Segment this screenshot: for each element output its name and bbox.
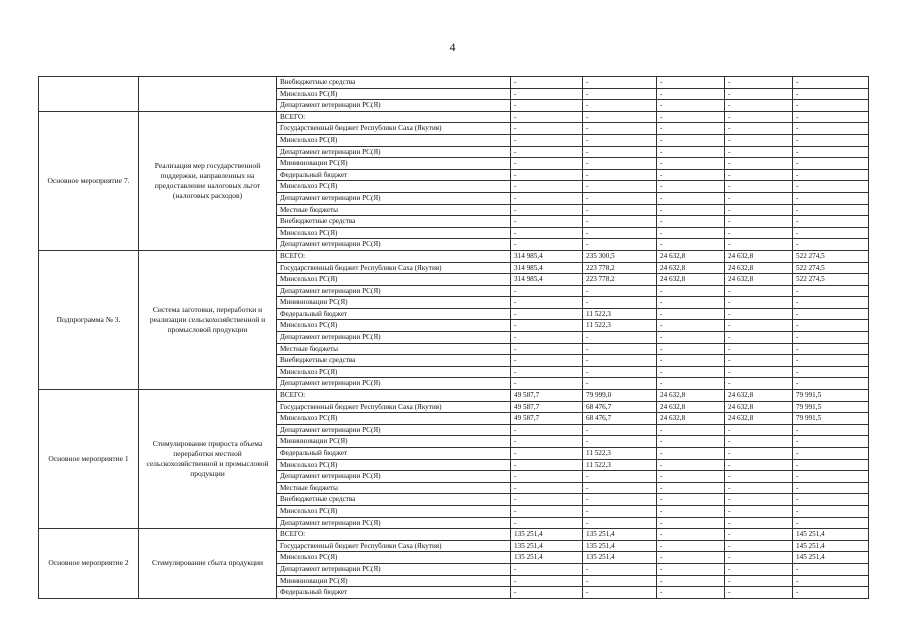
amount-cell: -	[511, 181, 583, 193]
amount-cell: -	[725, 505, 793, 517]
amount-cell: -	[725, 77, 793, 89]
amount-cell: -	[725, 459, 793, 471]
amount-cell: -	[511, 494, 583, 506]
funding-source: ВСЕГО:	[277, 529, 511, 541]
amount-cell: -	[511, 332, 583, 344]
funding-source: Мининновации РС(Я)	[277, 436, 511, 448]
amount-cell: -	[725, 308, 793, 320]
amount-cell: -	[725, 471, 793, 483]
amount-cell: 24 632,8	[657, 250, 725, 262]
amount-cell: -	[511, 169, 583, 181]
amount-cell: -	[725, 216, 793, 228]
amount-cell: 24 632,8	[657, 274, 725, 286]
amount-cell: 145 251,4	[793, 540, 869, 552]
amount-cell: 223 778,2	[583, 274, 657, 286]
funding-source: Минсельхоз РС(Я)	[277, 227, 511, 239]
amount-cell: -	[793, 575, 869, 587]
amount-cell: -	[511, 77, 583, 89]
amount-cell: -	[793, 297, 869, 309]
funding-source: Государственный бюджет Республики Саха (Якутия)	[277, 262, 511, 274]
amount-cell: 24 632,8	[725, 262, 793, 274]
amount-cell: -	[725, 285, 793, 297]
amount-cell: -	[725, 111, 793, 123]
amount-cell: 145 251,4	[793, 529, 869, 541]
amount-cell: -	[511, 378, 583, 390]
amount-cell: -	[793, 285, 869, 297]
amount-cell: -	[511, 575, 583, 587]
amount-cell: 135 251,4	[583, 529, 657, 541]
amount-cell: -	[793, 482, 869, 494]
amount-cell: -	[793, 204, 869, 216]
amount-cell: -	[657, 297, 725, 309]
amount-cell: -	[657, 540, 725, 552]
amount-cell: -	[583, 494, 657, 506]
amount-cell: -	[511, 158, 583, 170]
amount-cell: 49 587,7	[511, 401, 583, 413]
amount-cell: 24 632,8	[725, 401, 793, 413]
amount-cell: -	[793, 436, 869, 448]
amount-cell: -	[583, 123, 657, 135]
amount-cell: 24 632,8	[657, 401, 725, 413]
amount-cell: -	[725, 563, 793, 575]
funding-source: Федеральный бюджет	[277, 169, 511, 181]
amount-cell: -	[793, 366, 869, 378]
amount-cell: 314 985,4	[511, 274, 583, 286]
amount-cell: -	[511, 308, 583, 320]
amount-cell: -	[511, 424, 583, 436]
amount-cell: -	[511, 320, 583, 332]
amount-cell: -	[793, 448, 869, 460]
amount-cell: 11 522,3	[583, 459, 657, 471]
amount-cell: -	[583, 297, 657, 309]
amount-cell: 223 778,2	[583, 262, 657, 274]
amount-cell: -	[583, 482, 657, 494]
funding-source: ВСЕГО:	[277, 111, 511, 123]
amount-cell: -	[725, 146, 793, 158]
amount-cell: -	[511, 436, 583, 448]
amount-cell: -	[725, 320, 793, 332]
amount-cell: 49 587,7	[511, 390, 583, 402]
amount-cell: -	[793, 320, 869, 332]
funding-table	[38, 76, 869, 599]
amount-cell: 522 274,5	[793, 262, 869, 274]
funding-source: Департамент ветеринарии РС(Я)	[277, 100, 511, 112]
amount-cell: -	[583, 77, 657, 89]
amount-cell: -	[657, 285, 725, 297]
amount-cell: -	[511, 192, 583, 204]
amount-cell: 24 632,8	[725, 250, 793, 262]
funding-source: Федеральный бюджет	[277, 448, 511, 460]
amount-cell: 79 991,5	[793, 413, 869, 425]
amount-cell: -	[793, 123, 869, 135]
amount-cell: -	[725, 529, 793, 541]
amount-cell: -	[725, 192, 793, 204]
amount-cell: -	[725, 181, 793, 193]
amount-cell: -	[657, 123, 725, 135]
amount-cell: -	[793, 216, 869, 228]
funding-source: Внебюджетные средства	[277, 494, 511, 506]
funding-source: Минсельхоз РС(Я)	[277, 366, 511, 378]
amount-cell: -	[583, 227, 657, 239]
amount-cell: -	[657, 471, 725, 483]
amount-cell: -	[657, 77, 725, 89]
program-name: Основное мероприятие 2	[39, 529, 139, 599]
amount-cell: -	[583, 158, 657, 170]
amount-cell: -	[583, 146, 657, 158]
funding-source: Мининновации РС(Я)	[277, 297, 511, 309]
amount-cell: -	[657, 424, 725, 436]
amount-cell: -	[511, 204, 583, 216]
amount-cell: -	[583, 100, 657, 112]
amount-cell: 11 522,3	[583, 448, 657, 460]
amount-cell: -	[657, 308, 725, 320]
amount-cell: -	[725, 424, 793, 436]
amount-cell: -	[583, 471, 657, 483]
amount-cell: -	[725, 575, 793, 587]
amount-cell: -	[793, 332, 869, 344]
amount-cell: -	[583, 204, 657, 216]
amount-cell: -	[725, 169, 793, 181]
amount-cell: -	[657, 378, 725, 390]
funding-source: Федеральный бюджет	[277, 308, 511, 320]
amount-cell: -	[725, 88, 793, 100]
amount-cell: -	[657, 239, 725, 251]
amount-cell: -	[657, 482, 725, 494]
funding-source: Департамент ветеринарии РС(Я)	[277, 517, 511, 529]
amount-cell: -	[793, 563, 869, 575]
amount-cell: -	[793, 181, 869, 193]
program-name: Основное мероприятие 7.	[39, 111, 139, 250]
amount-cell: 24 632,8	[725, 274, 793, 286]
amount-cell: -	[793, 239, 869, 251]
funding-source: Государственный бюджет Республики Саха (Якутия)	[277, 540, 511, 552]
funding-source: Минсельхоз РС(Я)	[277, 88, 511, 100]
amount-cell: -	[657, 505, 725, 517]
amount-cell: 68 476,7	[583, 413, 657, 425]
amount-cell: -	[725, 134, 793, 146]
funding-source: Департамент ветеринарии РС(Я)	[277, 192, 511, 204]
amount-cell: -	[793, 494, 869, 506]
amount-cell: -	[583, 216, 657, 228]
amount-cell: -	[793, 146, 869, 158]
amount-cell: -	[511, 355, 583, 367]
amount-cell: -	[793, 111, 869, 123]
amount-cell: 135 251,4	[583, 540, 657, 552]
amount-cell: -	[511, 227, 583, 239]
amount-cell: -	[583, 239, 657, 251]
amount-cell: -	[725, 204, 793, 216]
funding-source: Внебюджетные средства	[277, 216, 511, 228]
amount-cell: -	[725, 494, 793, 506]
amount-cell: -	[583, 134, 657, 146]
funding-source: Внебюджетные средства	[277, 77, 511, 89]
amount-cell: -	[793, 355, 869, 367]
funding-source: Департамент ветеринарии РС(Я)	[277, 146, 511, 158]
amount-cell: -	[793, 77, 869, 89]
amount-cell: -	[725, 552, 793, 564]
amount-cell: 68 476,7	[583, 401, 657, 413]
amount-cell: 145 251,4	[793, 552, 869, 564]
amount-cell: -	[511, 239, 583, 251]
amount-cell: -	[657, 575, 725, 587]
funding-source: Минсельхоз РС(Я)	[277, 320, 511, 332]
amount-cell: -	[511, 100, 583, 112]
amount-cell: -	[725, 100, 793, 112]
amount-cell: -	[511, 366, 583, 378]
funding-source: Департамент ветеринарии РС(Я)	[277, 332, 511, 344]
amount-cell: -	[657, 343, 725, 355]
amount-cell: -	[793, 158, 869, 170]
amount-cell: 522 274,5	[793, 274, 869, 286]
amount-cell: -	[511, 297, 583, 309]
funding-source: Минсельхоз РС(Я)	[277, 505, 511, 517]
amount-cell: -	[583, 355, 657, 367]
amount-cell: 135 251,4	[583, 552, 657, 564]
amount-cell: -	[511, 563, 583, 575]
amount-cell: -	[657, 332, 725, 344]
amount-cell: -	[793, 88, 869, 100]
amount-cell: -	[511, 123, 583, 135]
amount-cell: -	[583, 587, 657, 599]
amount-cell: -	[583, 181, 657, 193]
program-name: Подпрограмма № 3.	[39, 250, 139, 389]
amount-cell: -	[725, 482, 793, 494]
amount-cell: -	[793, 100, 869, 112]
amount-cell: -	[725, 448, 793, 460]
amount-cell: -	[793, 308, 869, 320]
funding-source: Мининновации РС(Я)	[277, 158, 511, 170]
funding-source: Департамент ветеринарии РС(Я)	[277, 471, 511, 483]
amount-cell: -	[657, 459, 725, 471]
amount-cell: -	[793, 517, 869, 529]
amount-cell: -	[793, 343, 869, 355]
funding-source: Минсельхоз РС(Я)	[277, 134, 511, 146]
amount-cell: -	[511, 471, 583, 483]
funding-source: ВСЕГО:	[277, 390, 511, 402]
amount-cell: 49 587,7	[511, 413, 583, 425]
amount-cell: -	[657, 320, 725, 332]
table-row	[39, 390, 869, 402]
funding-source: Минсельхоз РС(Я)	[277, 459, 511, 471]
amount-cell: -	[583, 517, 657, 529]
amount-cell: -	[583, 192, 657, 204]
amount-cell: -	[511, 517, 583, 529]
amount-cell: -	[657, 529, 725, 541]
amount-cell: -	[511, 448, 583, 460]
program-name	[39, 77, 139, 112]
amount-cell: -	[657, 100, 725, 112]
amount-cell: -	[793, 459, 869, 471]
funding-source: Департамент ветеринарии РС(Я)	[277, 378, 511, 390]
funding-source: Государственный бюджет Республики Саха (Якутия)	[277, 401, 511, 413]
amount-cell: -	[583, 285, 657, 297]
program-description: Система заготовки, переработки и реализации сельскохозяйственной и промысловой продукции	[139, 250, 277, 389]
amount-cell: -	[657, 436, 725, 448]
funding-source: Местные бюджеты	[277, 204, 511, 216]
funding-source: Департамент ветеринарии РС(Я)	[277, 239, 511, 251]
amount-cell: -	[657, 158, 725, 170]
amount-cell: -	[511, 88, 583, 100]
amount-cell: -	[725, 123, 793, 135]
amount-cell: -	[657, 366, 725, 378]
amount-cell: -	[725, 517, 793, 529]
amount-cell: -	[725, 366, 793, 378]
funding-source: Внебюджетные средства	[277, 355, 511, 367]
amount-cell: -	[725, 239, 793, 251]
amount-cell: -	[657, 517, 725, 529]
amount-cell: -	[511, 134, 583, 146]
amount-cell: -	[583, 575, 657, 587]
amount-cell: -	[657, 192, 725, 204]
amount-cell: -	[657, 216, 725, 228]
amount-cell: -	[793, 169, 869, 181]
amount-cell: -	[725, 378, 793, 390]
amount-cell: -	[511, 285, 583, 297]
amount-cell: 135 251,4	[511, 552, 583, 564]
amount-cell: -	[725, 587, 793, 599]
amount-cell: -	[583, 111, 657, 123]
amount-cell: -	[511, 587, 583, 599]
amount-cell: -	[511, 111, 583, 123]
table-row	[39, 250, 869, 262]
amount-cell: -	[657, 169, 725, 181]
funding-source: Департамент ветеринарии РС(Я)	[277, 285, 511, 297]
table-row	[39, 111, 869, 123]
amount-cell: -	[583, 505, 657, 517]
amount-cell: -	[583, 343, 657, 355]
amount-cell: -	[511, 459, 583, 471]
amount-cell: -	[793, 505, 869, 517]
amount-cell: 11 522,3	[583, 308, 657, 320]
program-description: Стимулирование сбыта продукции	[139, 529, 277, 599]
amount-cell: -	[511, 146, 583, 158]
amount-cell: -	[657, 111, 725, 123]
amount-cell: -	[725, 158, 793, 170]
amount-cell: -	[657, 448, 725, 460]
amount-cell: -	[511, 343, 583, 355]
amount-cell: 24 632,8	[725, 390, 793, 402]
amount-cell: -	[657, 181, 725, 193]
amount-cell: -	[725, 540, 793, 552]
funding-source: Государственный бюджет Республики Саха (Якутия)	[277, 123, 511, 135]
amount-cell: -	[657, 494, 725, 506]
amount-cell: -	[583, 169, 657, 181]
funding-source: Местные бюджеты	[277, 343, 511, 355]
amount-cell: 79 991,5	[793, 401, 869, 413]
funding-source: Минсельхоз РС(Я)	[277, 274, 511, 286]
amount-cell: -	[583, 366, 657, 378]
table-row	[39, 529, 869, 541]
amount-cell: -	[793, 587, 869, 599]
amount-cell: 11 522,3	[583, 320, 657, 332]
amount-cell: -	[657, 204, 725, 216]
funding-source: Департамент ветеринарии РС(Я)	[277, 563, 511, 575]
amount-cell: 24 632,8	[657, 262, 725, 274]
amount-cell: 522 274,5	[793, 250, 869, 262]
funding-source: Местные бюджеты	[277, 482, 511, 494]
funding-source: Минсельхоз РС(Я)	[277, 181, 511, 193]
amount-cell: -	[725, 227, 793, 239]
amount-cell: -	[511, 482, 583, 494]
program-description: Стимулирование прироста объема переработки местной сельскохозяйственной и промысловой продукции	[139, 390, 277, 529]
amount-cell: 24 632,8	[725, 413, 793, 425]
amount-cell: 314 985,4	[511, 250, 583, 262]
amount-cell: 79 999,0	[583, 390, 657, 402]
amount-cell: -	[583, 332, 657, 344]
program-name: Основное мероприятие 1	[39, 390, 139, 529]
amount-cell: 135 251,4	[511, 529, 583, 541]
amount-cell: -	[657, 227, 725, 239]
funding-source: Минсельхоз РС(Я)	[277, 552, 511, 564]
amount-cell: -	[657, 146, 725, 158]
funding-source: Департамент ветеринарии РС(Я)	[277, 424, 511, 436]
amount-cell: 314 985,4	[511, 262, 583, 274]
amount-cell: -	[657, 88, 725, 100]
amount-cell: 135 251,4	[511, 540, 583, 552]
amount-cell: -	[657, 134, 725, 146]
amount-cell: -	[583, 436, 657, 448]
amount-cell: 24 632,8	[657, 390, 725, 402]
amount-cell: -	[793, 471, 869, 483]
amount-cell: -	[583, 378, 657, 390]
amount-cell: -	[511, 216, 583, 228]
amount-cell: 79 991,5	[793, 390, 869, 402]
amount-cell: -	[793, 227, 869, 239]
amount-cell: 235 300,5	[583, 250, 657, 262]
amount-cell: -	[583, 88, 657, 100]
funding-source: Федеральный бюджет	[277, 587, 511, 599]
funding-source: ВСЕГО:	[277, 250, 511, 262]
program-description: Реализация мер государственной поддержки, направленных на предоставление налоговых льгот (налоговых расходов)	[139, 111, 277, 250]
amount-cell: -	[511, 505, 583, 517]
amount-cell: -	[657, 355, 725, 367]
amount-cell: 24 632,8	[657, 413, 725, 425]
amount-cell: -	[583, 424, 657, 436]
amount-cell: -	[793, 192, 869, 204]
amount-cell: -	[725, 343, 793, 355]
table-row	[39, 77, 869, 89]
amount-cell: -	[657, 563, 725, 575]
amount-cell: -	[793, 378, 869, 390]
funding-source: Минсельхоз РС(Я)	[277, 413, 511, 425]
amount-cell: -	[725, 297, 793, 309]
program-description	[139, 77, 277, 112]
amount-cell: -	[793, 134, 869, 146]
amount-cell: -	[657, 552, 725, 564]
funding-source: Мининновации РС(Я)	[277, 575, 511, 587]
page-number: 4	[449, 40, 456, 54]
amount-cell: -	[793, 424, 869, 436]
amount-cell: -	[583, 563, 657, 575]
amount-cell: -	[725, 355, 793, 367]
amount-cell: -	[657, 587, 725, 599]
amount-cell: -	[725, 332, 793, 344]
amount-cell: -	[725, 436, 793, 448]
